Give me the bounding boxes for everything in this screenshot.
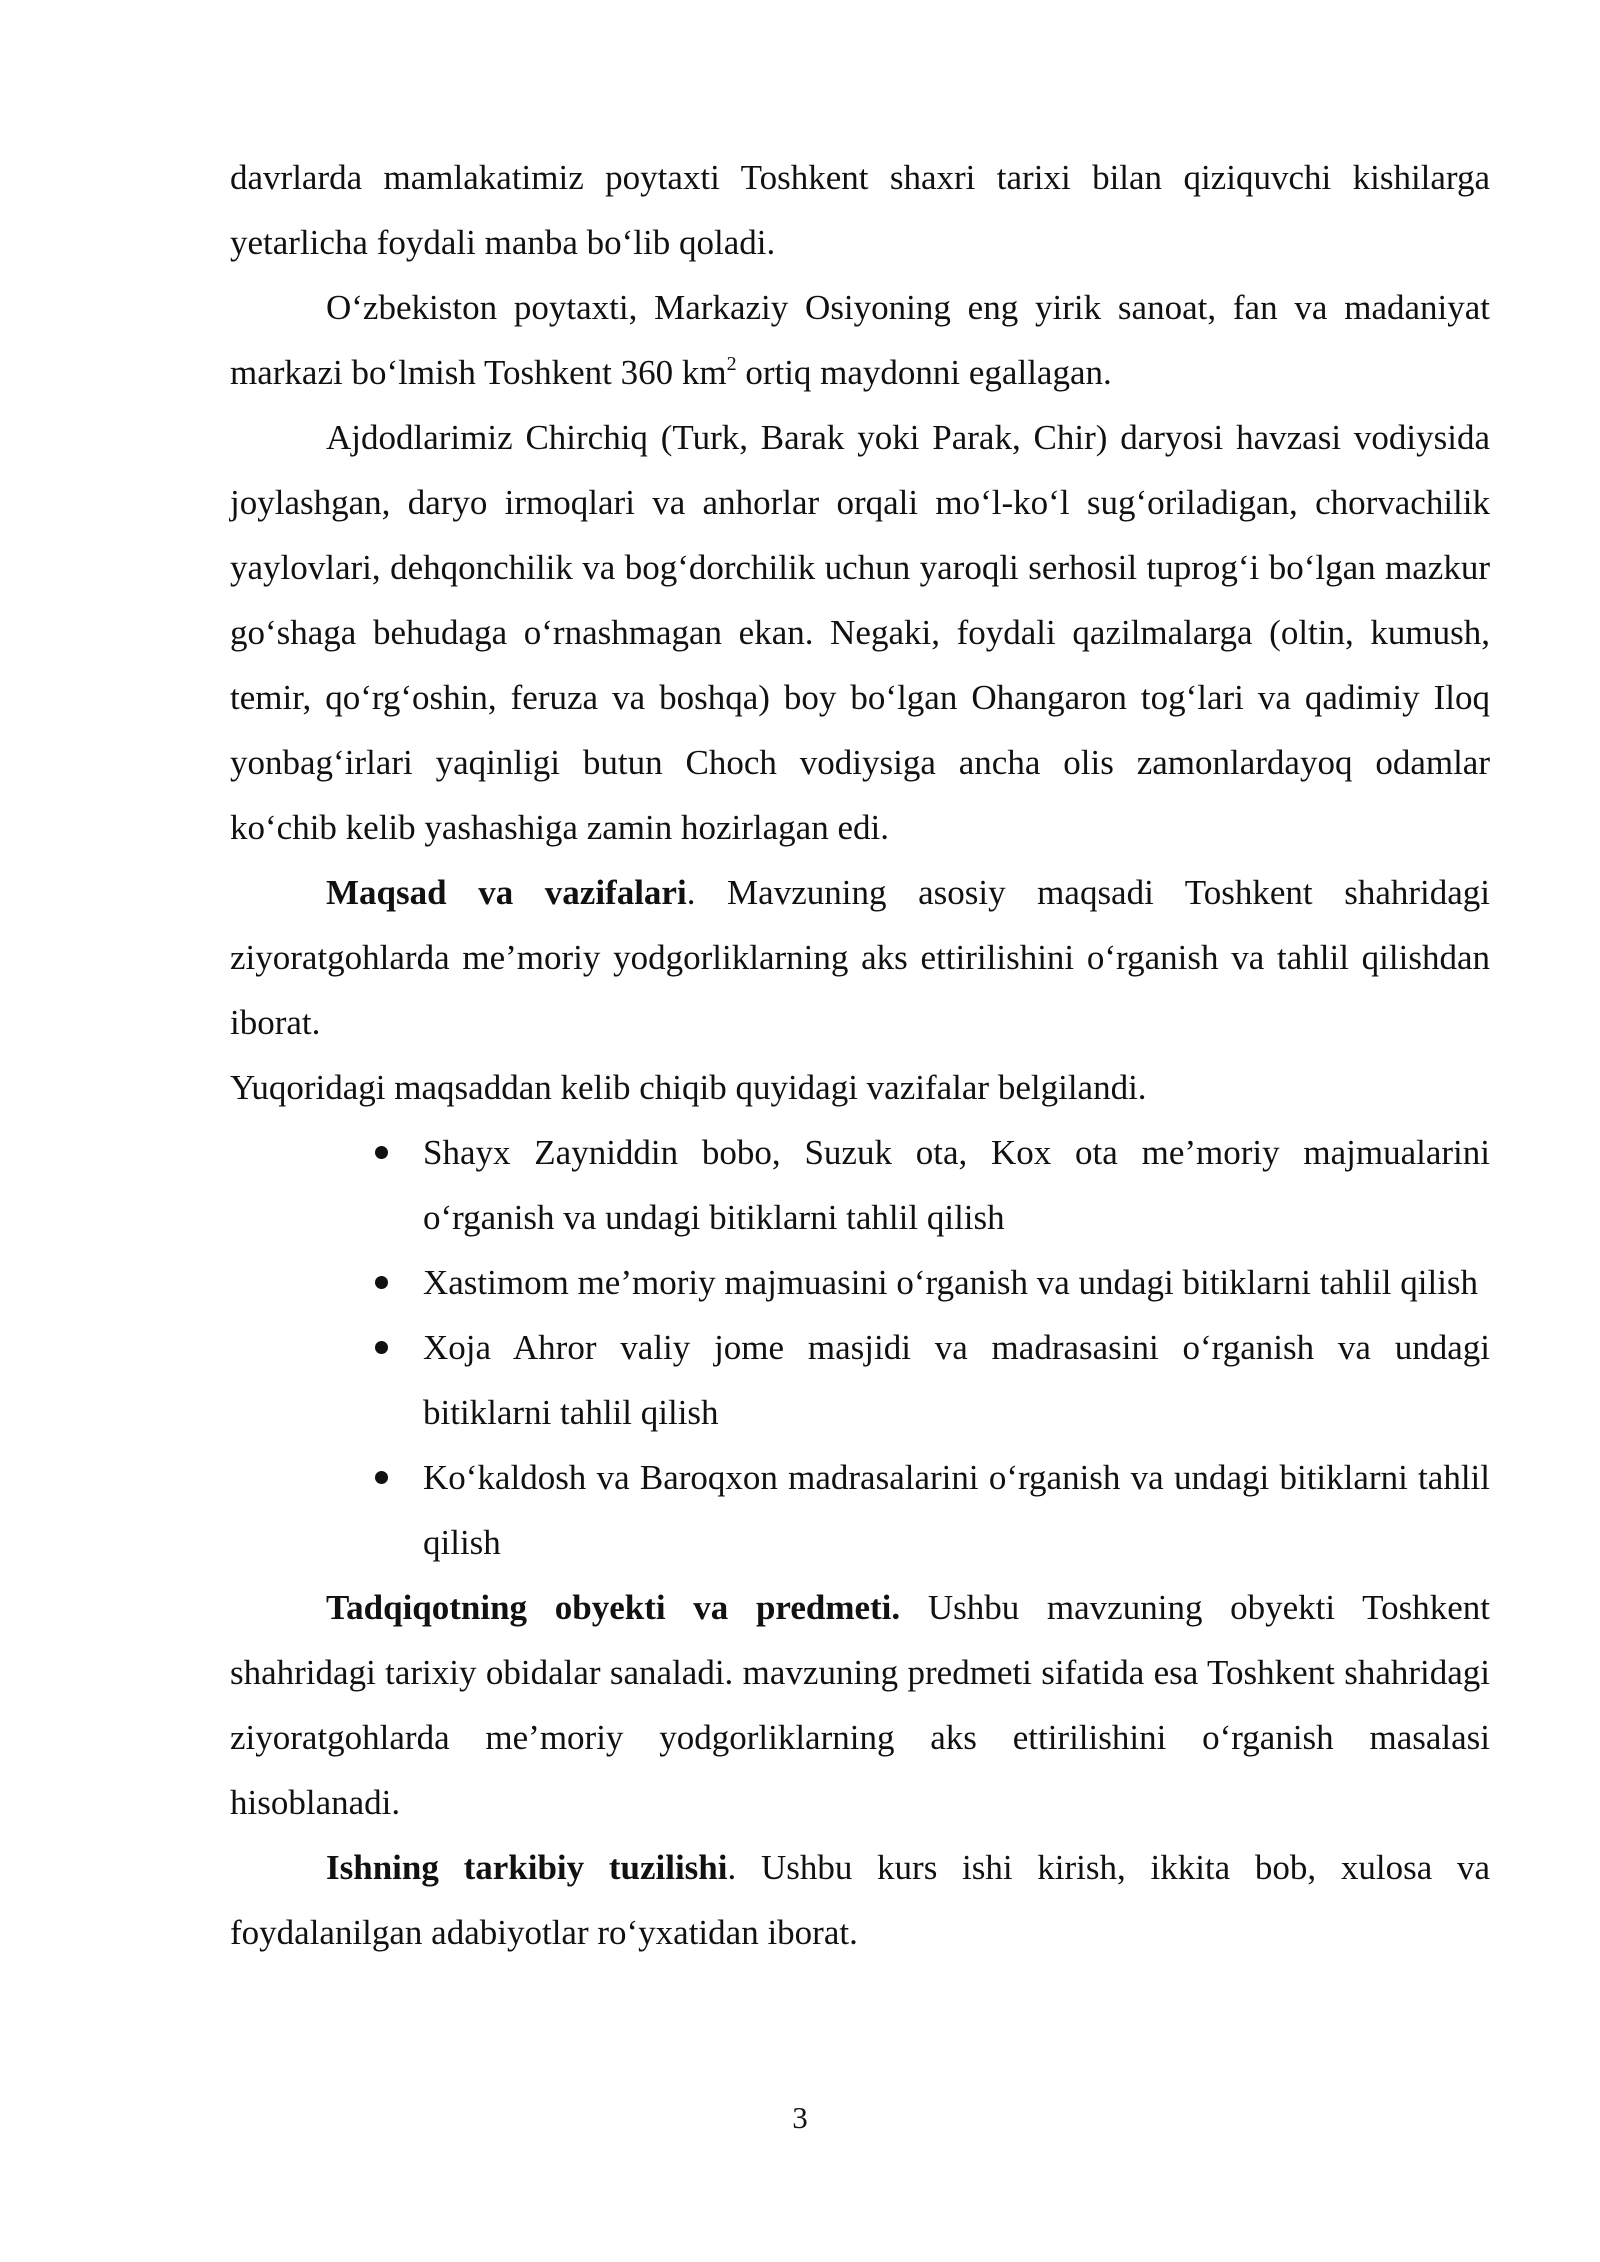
superscript-two: 2 bbox=[726, 353, 737, 375]
page-number: 3 bbox=[792, 2100, 808, 2135]
structure-text: . Ushbu kurs ishi kirish, ikkita bob, xulosa va foydalanilgan adabiyotlar roʻyxatidan iborat. bbox=[230, 1848, 1490, 1952]
body-text bbox=[230, 145, 1490, 1965]
task-text: Shayx Zayniddin bobo, Suzuk ota, Kox ota me’moriy majmualarini oʻrganish va undagi bitiklarni tahlil qilish bbox=[423, 1133, 1490, 1237]
goals-text: . Mavzuning asosiy maqsadi Toshkent shahridagi ziyoratgohlarda me’moriy yodgorliklarning aks ettirilishini oʻrganish va tahlil qilishdan iborat. bbox=[230, 873, 1491, 1042]
list-item bbox=[423, 1250, 1490, 1315]
list-item bbox=[423, 1120, 1490, 1250]
tasks-list bbox=[230, 1120, 1490, 1575]
paragraph-object bbox=[230, 1575, 1490, 1835]
task-text: Koʻkaldosh va Baroqxon madrasalarini oʻrganish va undagi bitiklarni tahlil qilish bbox=[423, 1458, 1490, 1562]
object-text: Ushbu mavzuning obyekti Toshkent shahridagi tarixiy obidalar sanaladi. mavzuning predmeti sifatida esa Toshkent shahridagi ziyoratgohlarda me’moriy yodgorliklarning aks ettirilishini oʻrganish masalasi hisoblanadi. bbox=[230, 1588, 1490, 1822]
paragraph-structure bbox=[230, 1835, 1490, 1965]
task-text: Xastimom me’moriy majmuasini oʻrganish va undagi bitiklarni tahlil qilish bbox=[423, 1263, 1479, 1302]
object-heading: Tadqiqotning obyekti va predmeti. bbox=[326, 1588, 901, 1627]
tasks-intro: Yuqoridagi maqsaddan kelib chiqib quyidagi vazifalar belgilandi. bbox=[230, 1068, 1147, 1107]
bullet-icon bbox=[375, 1341, 388, 1354]
bullet-icon bbox=[375, 1146, 388, 1159]
paragraph-ancestors: Ajdodlarimiz Chirchiq (Turk, Barak yoki Parak, Chir) daryosi havzasi vodiysida joylashgan, daryo irmoqlari va anhorlar orqali moʻl-koʻl sugʻoriladigan, chorvachilik yaylovlari, dehqonchilik va bogʻdorchilik uchun yaroqli serhosil tuprogʻi boʻlgan mazkur goʻshaga behudaga oʻrnashmagan ekan. Negaki, foydali qazilmalarga (oltin, kumush, temir, qoʻrgʻoshin, feruza va boshqa) boy boʻlgan Ohangaron togʻlari va qadimiy Iloq yonbagʻirlari yaqinligi butun Choch vodiysiga ancha olis zamonlardayoq odamlar koʻchib kelib yashashiga zamin hozirlagan edi. bbox=[230, 418, 1490, 847]
task-text: Xoja Ahror valiy jome masjidi va madrasasini oʻrganish va undagi bitiklarni tahlil qilish bbox=[423, 1328, 1490, 1432]
structure-heading: Ishning tarkibiy tuzilishi bbox=[326, 1848, 728, 1887]
bullet-icon bbox=[375, 1276, 388, 1289]
list-item bbox=[423, 1315, 1490, 1445]
goals-heading: Maqsad va vazifalari bbox=[326, 873, 687, 912]
paragraph-capital-area-text: Oʻzbekiston poytaxti, Markaziy Osiyoning eng yirik sanoat, fan va madaniyat markazi boʻlmish Toshkent 360 km bbox=[230, 288, 1490, 392]
paragraph-goals bbox=[230, 860, 1490, 1055]
paragraph-continuation: davrlarda mamlakatimiz poytaxti Toshkent shaxri tarixi bilan qiziquvchi kishilarga yetarlicha foydali manba boʻlib qoladi. bbox=[230, 158, 1490, 262]
paragraph-capital-area-end: ortiq maydonni egallagan. bbox=[736, 353, 1112, 392]
paragraph-capital-area bbox=[230, 275, 1490, 405]
list-item bbox=[423, 1445, 1490, 1575]
bullet-icon bbox=[375, 1471, 388, 1484]
